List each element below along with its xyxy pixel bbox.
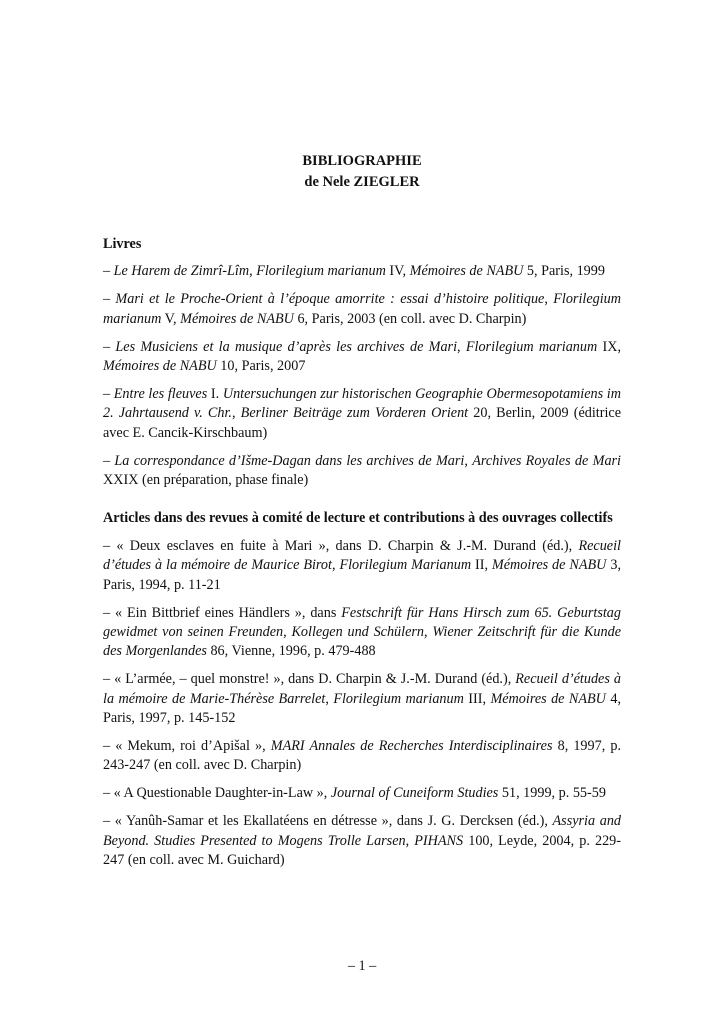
- bibliography-entry: [103, 737, 621, 776]
- section-heading-articles: Articles dans des revues à comité de lecture et contributions à des ouvrages collectifs: [103, 510, 613, 527]
- entry-text-segment: IX,: [597, 338, 622, 355]
- entry-text-segment: ,: [464, 452, 473, 469]
- entry-text-segment: 10, Paris, 2007: [216, 358, 306, 375]
- entry-text-segment: ,: [457, 338, 466, 355]
- entry-text-segment: XXIX (en préparation, phase finale): [103, 472, 309, 489]
- entry-text-segment: ,: [231, 405, 241, 422]
- entry-text-segment: III,: [463, 690, 491, 707]
- bibliography-entry: [103, 537, 621, 595]
- entry-title-segment: Recueil d’études à la mémoire de Maurice Birot: [103, 537, 621, 574]
- entry-title-segment: Florilegium marianum: [256, 263, 386, 280]
- entry-title-segment: Mari et le Proche-Orient à l’époque amorrite : essai d’histoire politique: [115, 291, 545, 308]
- section-livres-list: [103, 262, 621, 490]
- entry-text-segment: 86, Vienne, 1996, p. 479-488: [206, 643, 376, 660]
- entry-text-segment: ,: [249, 263, 257, 280]
- entry-text-segment: – « Yanûh-Samar et les Ekallatéens en détresse », dans J. G. Dercksen (éd.),: [103, 813, 553, 830]
- entry-text-segment: V,: [161, 310, 181, 327]
- entry-title-segment: Mémoires de NABU: [180, 310, 294, 327]
- entry-title-segment: Recueil d’études à la mémoire de Marie-Thérèse Barrelet: [103, 671, 621, 707]
- entry-text-segment: – « L’armée, – quel monstre! », dans D. Charpin & J.-M. Durand (éd.),: [103, 671, 516, 688]
- entry-text-segment: – « Deux esclaves en fuite à Mari », dans D. Charpin & J.-M. Durand (éd.),: [103, 537, 579, 554]
- entry-text-segment: 4, Paris, 1997, p. 145-152: [103, 690, 622, 727]
- bibliography-entry: [103, 812, 621, 870]
- entry-title-segment: Assyria and Beyond. Studies Presented to Mogens Trolle Larsen: [103, 813, 622, 849]
- entry-title-segment: Archives Royales de Mari: [472, 452, 622, 469]
- entry-text-segment: I.: [207, 385, 223, 402]
- entry-text-segment: 6, Paris, 2003 (en coll. avec D. Charpin): [293, 310, 527, 327]
- entry-text-segment: 3, Paris, 1994, p. 11-21: [103, 557, 621, 593]
- entry-text-segment: 20, Berlin, 2009 (éditrice avec E. Cancik-Kirschbaum): [103, 405, 621, 441]
- section-heading-livres: Livres: [103, 236, 142, 252]
- entry-title-segment: Festschrift für Hans Hirsch zum 65. Geburtstag gewidmet von seinen Freunden, Kollegen und Schülern: [103, 604, 621, 640]
- entry-text-segment: – « Ein Bittbrief eines Händlers », dans: [103, 604, 342, 621]
- entry-title-segment: Entre les fleuves: [113, 385, 208, 402]
- entry-text-segment: –: [103, 452, 115, 469]
- entry-title-segment: Berliner Beiträge zum Vorderen Orient: [240, 405, 469, 422]
- entry-title-segment: Florilegium Marianum: [339, 557, 472, 574]
- entry-title-segment: Mémoires de NABU: [490, 690, 606, 707]
- title-block: [0, 151, 724, 193]
- entry-text-segment: –: [103, 338, 116, 355]
- entry-title-segment: Untersuchungen zur historischen Geographie Obermesopotamiens im 2. Jahrtausend v. Chr.: [103, 385, 621, 422]
- bibliography-entry: [103, 385, 621, 443]
- entry-text-segment: –: [103, 291, 116, 308]
- entry-text-segment: –: [103, 385, 114, 402]
- entry-title-segment: Florilegium marianum: [103, 291, 621, 327]
- bibliography-entry: [103, 338, 621, 377]
- entry-text-segment: 5, Paris, 1999: [523, 263, 605, 280]
- entry-title-segment: Les Musiciens et la musique d’après les archives de Mari: [115, 338, 458, 355]
- entry-text-segment: ,: [424, 624, 433, 640]
- bibliography-entry: [103, 290, 621, 329]
- entry-title-segment: PIHANS: [414, 832, 464, 849]
- entry-title-segment: Le Harem de Zimrî-Lîm: [113, 263, 250, 280]
- entry-text-segment: 100, Leyde, 2004, p. 229-247 (en coll. avec M. Guichard): [103, 832, 621, 869]
- entry-title-segment: Mémoires de NABU: [103, 358, 217, 375]
- bibliography-entry: [103, 604, 621, 662]
- entry-text-segment: – « A Questionable Daughter-in-Law »,: [103, 785, 331, 802]
- bibliography-entry: [103, 262, 621, 281]
- entry-text-segment: 51, 1999, p. 55-59: [498, 785, 606, 802]
- entry-text-segment: ,: [544, 291, 554, 308]
- entry-text-segment: –: [103, 263, 114, 280]
- bibliography-entry: [103, 670, 621, 728]
- page-title: BIBLIOGRAPHIE: [302, 153, 422, 169]
- bibliography-entry: [103, 452, 621, 491]
- bibliography-content: [103, 235, 621, 879]
- entry-text-segment: ,: [405, 832, 415, 849]
- entry-title-segment: Florilegium marianum: [333, 690, 464, 707]
- bibliography-entry: [103, 784, 621, 803]
- page-number: – 1 –: [347, 958, 377, 974]
- entry-title-segment: Mémoires de NABU: [491, 557, 607, 574]
- entry-title-segment: Journal of Cuneiform Studies: [330, 785, 499, 802]
- entry-title-segment: MARI Annales de Recherches Interdisciplinaires: [270, 738, 553, 755]
- entry-text-segment: II,: [471, 557, 492, 574]
- entry-title-segment: Mémoires de NABU: [409, 263, 524, 280]
- section-articles-list: [103, 537, 621, 871]
- page-subtitle: de Nele ZIEGLER: [304, 174, 420, 190]
- entry-text-segment: ,: [331, 557, 340, 574]
- entry-text-segment: 8, 1997, p. 243-247 (en coll. avec D. Charpin): [103, 738, 622, 774]
- entry-text-segment: IV,: [385, 263, 410, 280]
- entry-title-segment: Florilegium marianum: [465, 338, 598, 355]
- entry-title-segment: La correspondance d’Išme-Dagan dans les archives de Mari: [114, 452, 465, 469]
- entry-text-segment: ,: [325, 690, 334, 707]
- entry-title-segment: Wiener Zeitschrift für die Kunde des Morgenlandes: [103, 624, 622, 660]
- entry-text-segment: – « Mekum, roi d’Apišal »,: [103, 738, 271, 755]
